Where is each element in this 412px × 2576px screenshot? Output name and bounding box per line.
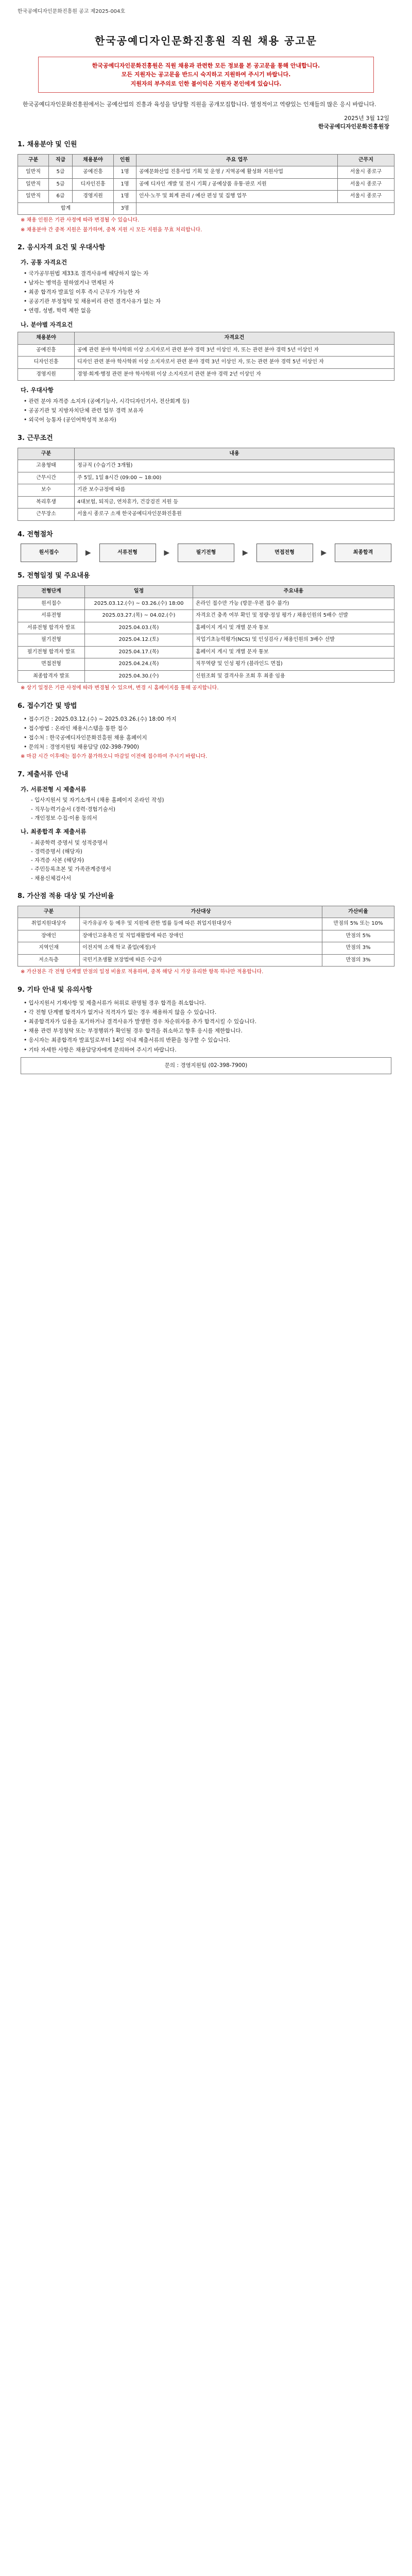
table-header: 근무지 [338,154,394,166]
subheading: 나. 최종합격 후 제출서류 [21,828,87,836]
table-cell: 장애인고용촉진 및 직업재활법에 따른 장애인 [80,930,322,942]
section-heading-process: 4. 전형절차 [18,530,53,538]
table-cell: 자격요건 충족 여부 확인 및 정량·정성 평가 / 채용인원의 5배수 선발 [193,610,394,622]
table-header: 인원 [114,154,136,166]
section-heading-qualification: 2. 응시자격 요건 및 우대사항 [18,244,106,252]
recruit-table [18,154,394,215]
table-cell: 저소득층 [18,954,80,967]
table-header: 일정 [85,586,193,598]
preference-list [24,398,394,425]
table-cell: 국민기초생활 보장법에 따른 수급자 [80,954,322,967]
note-text: ※ 가산점은 각 전형 단계별 만점의 일정 비율로 적용하며, 중복 해당 시 가장 유리한 항목 하나만 적용합니다. [21,969,264,975]
list-item: • 국가공무원법 제33조 결격사유에 해당하지 않는 자 [24,270,394,278]
table-cell: 면접전형 [18,658,85,671]
table-cell: 서울시 종로구 소재 한국공예디자인문화진흥원 [75,509,394,521]
announcement-date: 2025년 3월 12일 [344,114,389,122]
table-header-row [18,448,394,460]
list-item: • 외국어 능통자 (공인어학성적 보유자) [24,416,394,424]
note-text: ※ 상기 일정은 기관 사정에 따라 변경될 수 있으며, 변경 시 홈페이지를 통해 공지합니다. [21,685,219,691]
table-cell: 공예 디자인 개발 및 전시 기획 / 공예상품 유통·판로 지원 [136,178,338,191]
date-organization [18,114,389,131]
list-item: • 각 전형 단계별 합격자가 없거나 적격자가 없는 경우 채용하지 않을 수 있습니다. [24,1009,394,1016]
table-cell: 기관 보수규정에 따름 [75,484,394,497]
table-cell: 2025.04.30.(수) [85,670,193,683]
table-cell: 서울시 종로구 [338,178,394,191]
table-cell: 경영지원 [73,191,114,203]
subheading: 가. 서류전형 시 제출서류 [21,785,87,793]
table-cell: 홈페이지 게시 및 개별 문자 통보 [193,622,394,634]
table-header: 주요 업무 [136,154,338,166]
table-cell: 서류전형 [18,610,85,622]
table-cell: 직업기초능력평가(NCS) 및 인성검사 / 채용인원의 3배수 선발 [193,634,394,647]
subheading: 나. 분야별 자격요건 [21,320,73,328]
list-item: - 최종학력 증명서 및 성적증명서 [31,839,394,847]
table-cell: 2025.04.03.(목) [85,622,193,634]
schedule-table [18,585,394,683]
bonus-table [18,906,394,967]
table-cell: 2025.04.24.(목) [85,658,193,671]
list-item: • 최종 합격자 발표일 이후 즉시 근무가 가능한 자 [24,289,394,296]
list-item: - 자격증 사본 (해당자) [31,857,394,865]
table-cell: 인사·노무 및 회계 관리 / 예산 편성 및 집행 업무 [136,191,338,203]
table-header: 가산대상 [80,906,322,918]
table-cell: 필기전형 [18,634,85,647]
table-header: 가산비율 [322,906,394,918]
list-item: • 입사지원서 기재사항 및 제출서류가 허위로 판명될 경우 합격을 취소합니다. [24,999,394,1007]
table-row [18,344,394,357]
table-cell: 2025.04.12.(토) [85,634,193,647]
table-cell: 서울시 종로구 [338,166,394,179]
table-row [18,954,394,967]
section-heading-bonus: 8. 가산점 적용 대상 및 가산비율 [18,892,114,900]
list-item: • 남자는 병역을 필하였거나 면제된 자 [24,279,394,287]
subheading: 다. 우대사항 [21,386,54,394]
common-qual-list [24,270,394,315]
table-cell: 2025.03.12.(수) ~ 03.26.(수) 18:00 [85,598,193,610]
table-cell: 장애인 [18,930,80,942]
section-heading-conditions: 3. 근무조건 [18,434,53,442]
table-cell: 직무역량 및 인성 평가 (블라인드 면접) [193,658,394,671]
arrow-right-icon: ▶ [85,549,91,557]
list-item: • 공공기관 및 지방자치단체 관련 업무 경력 보유자 [24,407,394,415]
table-cell: 합계 [18,202,114,215]
table-cell: 디자인진흥 [18,357,75,369]
table-cell: 1명 [114,191,136,203]
table-cell: 국가유공자 등 예우 및 지원에 관한 법률 등에 따른 취업지원대상자 [80,918,322,930]
apply-list [24,716,394,752]
note-text: ※ 채용 인원은 기관 사정에 따라 변경될 수 있습니다. [21,217,140,224]
list-item: - 주민등록초본 및 가족관계증명서 [31,866,394,873]
flow-step: 원서접수 [21,544,77,562]
table-cell: 경영지원 [18,368,75,381]
table-cell: 보수 [18,484,75,497]
list-item: • 기타 자세한 사항은 채용담당자에게 문의하여 주시기 바랍니다. [24,1046,394,1054]
table-header: 채용분야 [73,154,114,166]
section-heading-etc: 9. 기타 안내 및 유의사항 [18,986,93,994]
list-item: • 관련 분야 자격증 소지자 (공예기능사, 시각디자인기사, 전산회계 등) [24,398,394,405]
table-row [18,178,394,191]
table-cell: 신원조회 및 결격사유 조회 후 최종 임용 [193,670,394,683]
table-cell: 복리후생 [18,496,75,509]
notice-line-2: 모든 지원자는 공고문을 반드시 숙지하고 지원하여 주시기 바랍니다. [121,71,291,78]
table-cell: 5급 [49,178,73,191]
section-heading-schedule: 5. 전형일정 및 주요내용 [18,572,90,580]
table-cell: 5급 [49,166,73,179]
flow-step: 최종합격 [335,544,391,562]
table-cell: 지역인재 [18,942,80,955]
table-cell: 만점의 5% [322,930,394,942]
table-row [18,646,394,658]
table-cell: 정규직 (수습기간 3개월) [75,460,394,472]
table-cell: 홈페이지 게시 및 개별 문자 통보 [193,646,394,658]
table-header-row [18,154,394,166]
table-header: 채용분야 [18,332,75,345]
table-cell: 만점의 5% 또는 10% [322,918,394,930]
list-item: • 문의처 : 경영지원팀 채용담당 (02-398-7900) [24,743,394,751]
table-cell: 만점의 3% [322,954,394,967]
flow-step: 면접전형 [256,544,313,562]
table-header: 구분 [18,154,49,166]
table-cell: 고용형태 [18,460,75,472]
table-header: 자격요건 [75,332,394,345]
table-header: 전형단계 [18,586,85,598]
table-row [18,658,394,671]
list-item: • 채용 관련 부정청탁 또는 부정행위가 확인될 경우 합격을 취소하고 향후 응시를 제한합니다. [24,1027,394,1035]
table-row [18,942,394,955]
intro-paragraph: 한국공예디자인문화진흥원에서는 공예산업의 진흥과 육성을 담당할 직원을 공개모집합니다. 열정적이고 역량있는 인재들의 많은 응시 바랍니다. [23,101,376,108]
table-header: 구분 [18,906,80,918]
table-cell: 공예진흥 [73,166,114,179]
table-cell: 만점의 3% [322,942,394,955]
table-cell: 경영·회계·행정 관련 분야 학사학위 이상 소지자로서 관련 분야 경력 2년 이상인 자 [75,368,394,381]
table-row [18,368,394,381]
documents-list-2 [31,839,394,883]
list-item: • 접수방법 : 온라인 채용시스템을 통한 접수 [24,725,394,733]
table-cell: 취업지원대상자 [18,918,80,930]
table-cell: 공예진흥 [18,344,75,357]
notice-box [38,57,374,93]
table-row [18,191,394,203]
table-row [18,670,394,683]
list-item: • 최종합격자가 임용을 포기하거나 결격사유가 발생한 경우 차순위자를 추가 합격시킬 수 있습니다. [24,1018,394,1026]
document-number: 한국공예디자인문화진흥원 공고 제2025-004호 [18,9,126,14]
page [0,0,412,1093]
list-item: - 직무능력기술서 (경력·경험기술서) [31,806,394,814]
list-item: - 경력증명서 (해당자) [31,848,394,856]
table-cell: 6급 [49,191,73,203]
list-item: - 채용신체검사서 [31,875,394,883]
table-row [18,166,394,179]
table-header-row [18,586,394,598]
table-row [18,472,394,484]
flow-step: 필기전형 [178,544,234,562]
table-cell: 일반직 [18,191,49,203]
table-row [18,622,394,634]
table-cell: 3명 [114,202,136,215]
list-item: - 개인정보 수집·이용 동의서 [31,815,394,822]
list-item: • 응시자는 최종합격자 발표일로부터 14일 이내 제출서류의 반환을 청구할 수 있습니다. [24,1037,394,1044]
flow-step: 서류전형 [99,544,156,562]
table-row [18,509,394,521]
notice-line-1: 한국공예디자인문화진흥원은 직원 채용과 관련한 모든 정보를 본 공고문을 통해 안내합니다. [92,62,320,69]
subheading: 가. 공통 자격요건 [21,258,67,266]
documents-list-1 [31,796,394,822]
table-cell: 서류전형 합격자 발표 [18,622,85,634]
arrow-right-icon: ▶ [164,549,170,557]
table-cell: 최종합격자 발표 [18,670,85,683]
list-item: • 접수기간 : 2025.03.12.(수) ~ 2025.03.26.(수) 18:00 까지 [24,716,394,723]
table-cell: 근무시간 [18,472,75,484]
list-item: • 연령, 성별, 학력 제한 없음 [24,307,394,315]
table-row [18,930,394,942]
table-cell [136,202,394,215]
table-row [18,598,394,610]
qualification-table [18,332,394,381]
table-cell: 근무장소 [18,509,75,521]
table-cell: 공예문화산업 진흥사업 기획 및 운영 / 지역공예 활성화 지원사업 [136,166,338,179]
table-row [18,918,394,930]
list-item: - 입사지원서 및 자기소개서 (채용 홈페이지 온라인 작성) [31,796,394,804]
table-cell: 디자인진흥 [73,178,114,191]
table-header: 내용 [75,448,394,460]
table-header-row [18,332,394,345]
table-header-row [18,906,394,918]
table-cell: 온라인 접수만 가능 (방문·우편 접수 불가) [193,598,394,610]
etc-list [24,999,394,1054]
section-heading-recruit: 1. 채용분야 및 인원 [18,140,77,148]
table-cell: 일반직 [18,178,49,191]
section-heading-documents: 7. 제출서류 안내 [18,770,68,778]
table-row [18,610,394,622]
process-flow [21,544,391,562]
table-cell: 1명 [114,166,136,179]
table-cell: 디자인 관련 분야 학사학위 이상 소지자로서 관련 분야 경력 3년 이상인 자, 또는 관련 분야 경력 5년 이상인 자 [75,357,394,369]
arrow-right-icon: ▶ [242,549,248,557]
table-cell: 원서접수 [18,598,85,610]
table-row [18,496,394,509]
table-cell: 이전지역 소재 학교 졸업(예정)자 [80,942,322,955]
section-heading-apply: 6. 접수기간 및 방법 [18,702,77,710]
table-header: 직급 [49,154,73,166]
work-conditions-table [18,448,394,521]
table-cell: 서울시 종로구 [338,191,394,203]
note-text: ※ 채용분야 간 중복 지원은 불가하며, 중복 지원 시 모든 지원을 무효 처리합니다. [21,227,202,233]
table-cell: 주 5일, 1일 8시간 (09:00 ~ 18:00) [75,472,394,484]
table-cell: 일반직 [18,166,49,179]
table-cell: 2025.04.17.(목) [85,646,193,658]
table-header: 주요내용 [193,586,394,598]
note-text: ※ 마감 시간 이후에는 접수가 불가하오니 마감일 이전에 접수하여 주시기 바랍니다. [21,754,208,760]
notice-line-3: 지원자의 부주의로 인한 불이익은 지원자 본인에게 있습니다. [130,80,282,87]
table-cell: 1명 [114,178,136,191]
table-cell: 4대보험, 퇴직금, 연차휴가, 건강검진 지원 등 [75,496,394,509]
list-item: • 접수처 : 한국공예디자인문화진흥원 채용 홈페이지 [24,734,394,742]
organization-name: 한국공예디자인문화진흥원장 [318,123,389,130]
contact-box: 문의 : 경영지원팀 (02-398-7900) [21,1057,391,1074]
table-row [18,357,394,369]
arrow-right-icon: ▶ [321,549,327,557]
table-cell: 공예 관련 분야 학사학위 이상 소지자로서 관련 분야 경력 3년 이상인 자, 또는 관련 분야 경력 5년 이상인 자 [75,344,394,357]
table-row [18,484,394,497]
page-title: 한국공예디자인문화진흥원 직원 채용 공고문 [95,34,317,47]
table-row [18,460,394,472]
table-row [18,634,394,647]
table-cell: 2025.03.27.(목) ~ 04.02.(수) [85,610,193,622]
table-cell: 필기전형 합격자 발표 [18,646,85,658]
table-header: 구분 [18,448,75,460]
table-row-total [18,202,394,215]
list-item: • 공공기관 부정청탁 및 채용비리 관련 결격사유가 없는 자 [24,298,394,306]
